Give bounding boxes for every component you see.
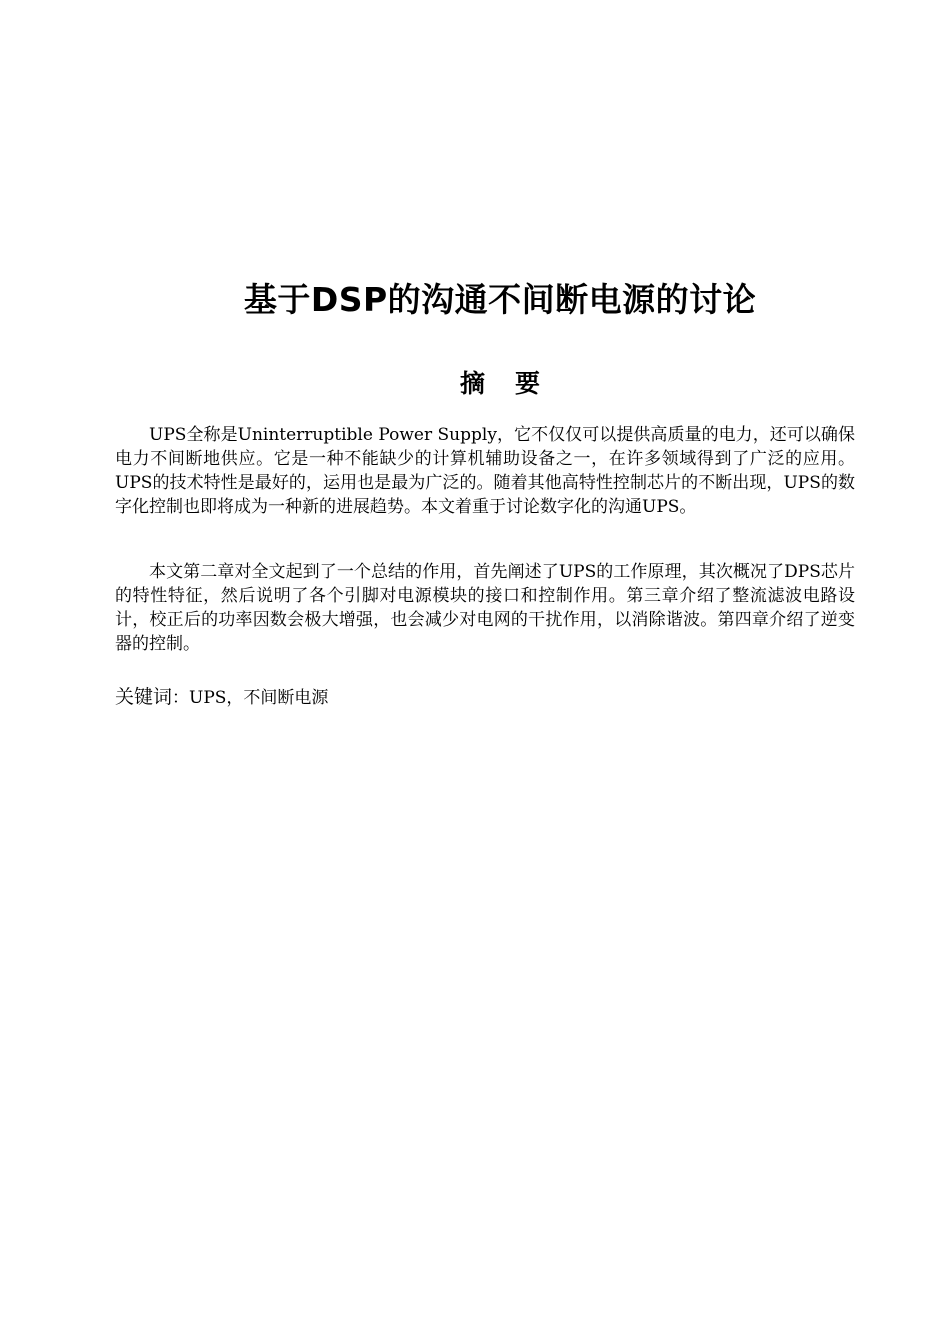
abstract-paragraph-2: 本文第二章对全文起到了一个总结的作用，首先阐述了UPS的工作原理，其次概况了DPS芯片的特性特征，然后说明了各个引脚对电源模块的接口和控制作用。第三章介绍了整流滤波电路设计，校正后的功率因数会极大增强，也会减少对电网的干扰作用，以消除谐波。第四章介绍了逆变器的控制。 [115,562,855,654]
keywords-value: ：UPS，不间断电源 [172,688,329,708]
abstract-paragraph-1: UPS全称是Uninterruptible Power Supply，它不仅仅可以提供高质量的电力，还可以确保电力不间断地供应。它是一种不能缺少的计算机辅助设备之一，在许多领域得到了广泛的应用。UPS的技术特性是最好的，运用也是最为广泛的。随着其他高特性控制芯片的不断出现，UPS的数字化控制也即将成为一种新的进展趋势。本文着重于讨论数字化的沟通UPS。 [115,425,855,517]
keywords-line [115,684,855,711]
abstract-heading-char-1: 摘 [459,369,485,398]
document-title: 基于DSP的沟通不间断电源的讨论 [243,280,757,319]
abstract-heading [115,365,855,403]
abstract-heading-char-2: 要 [515,369,541,398]
keywords-label: 关键词 [115,686,173,708]
